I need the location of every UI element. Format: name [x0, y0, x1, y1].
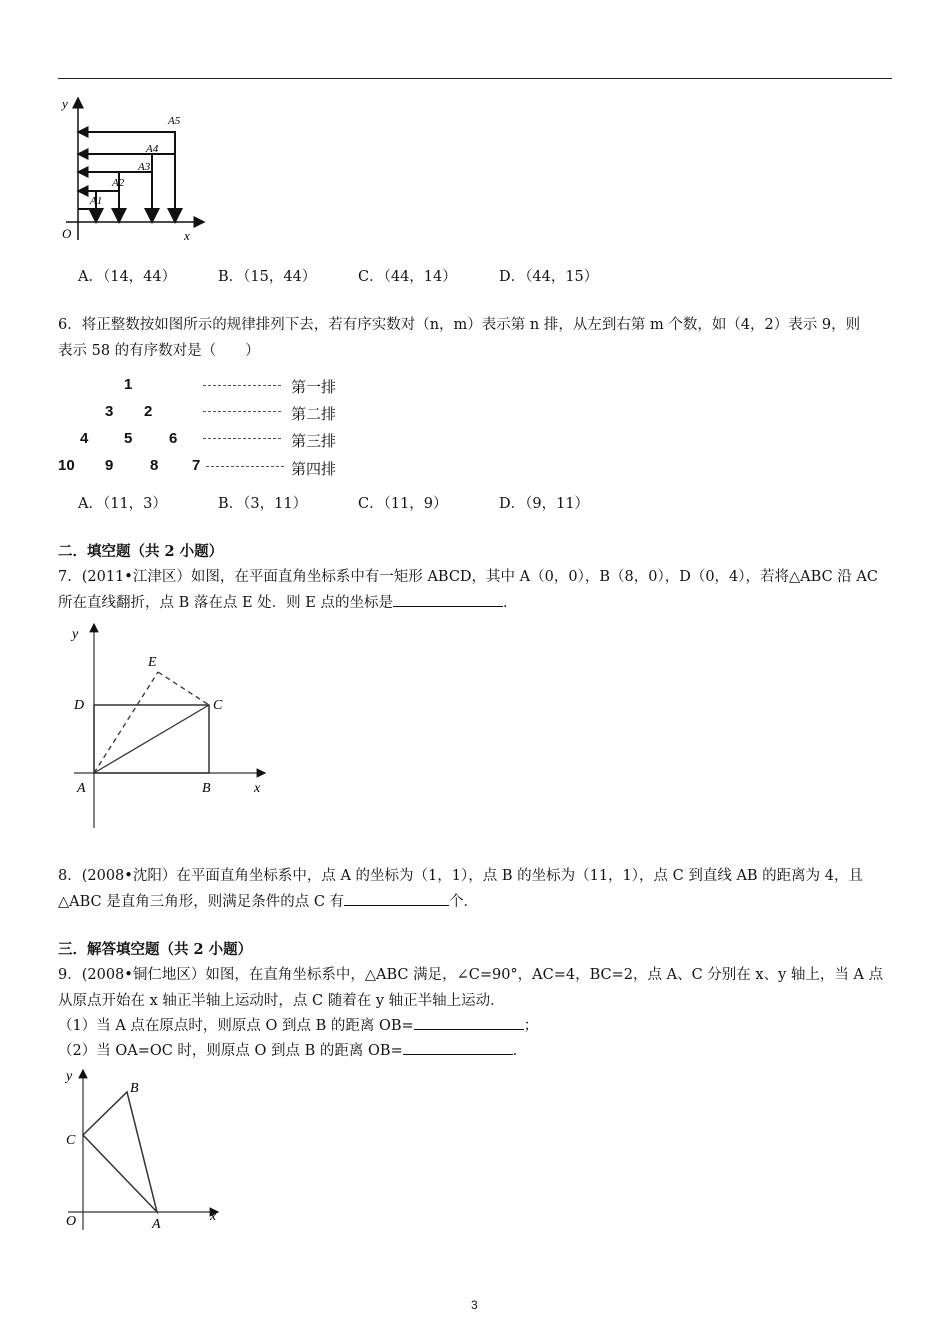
q6-number: 9 [105, 457, 114, 474]
page-number: 3 [471, 1298, 478, 1312]
q6-number: 4 [80, 430, 89, 447]
section-heading-answer: 三．解答填空题（共 2 小题） [58, 941, 253, 958]
q7-point-c: C [213, 698, 223, 713]
q6-dash-line [203, 411, 281, 412]
q8-question-line1: 8．(2008•沈阳）在平面直角坐标系中，点 A 的坐标为（1，1），点 B 的坐标为（11，1），点 C 到直线 AB 的距离为 4，且 [58, 868, 864, 884]
q7-text: 所在直线翻折，点 B 落在点 E 处．则 E 点的坐标是 [58, 595, 393, 611]
q5-point-a3: A3 [138, 161, 151, 173]
q5-origin-label: O [62, 226, 72, 241]
q6-question-line1: 6．将正整数按如图所示的规律排列下去，若有序实数对（n，m）表示第 n 排，从左到右第 m 个数，如（4，2）表示 9，则 [58, 317, 861, 333]
q9-point-b: B [130, 1081, 139, 1096]
q6-row-label: 第二排 [291, 406, 337, 423]
q7-rectangle-fold-figure [60, 618, 275, 833]
q9-part2-text-end: ． [512, 1043, 528, 1059]
q9-triangle-figure [60, 1062, 230, 1242]
q5-option-d[interactable]: D．（44，15） [499, 269, 599, 285]
q6-dash-line [206, 466, 284, 467]
q6-number: 10 [58, 457, 75, 474]
q5-x-label: x [184, 228, 190, 243]
q7-question-line1: 7．(2011•江津区）如图，在平面直角坐标系中有一矩形 ABCD，其中 A（0，0），B（8，0），D（0，4），若将△ABC 沿 AC [58, 569, 878, 585]
q7-text-end: ． [502, 595, 518, 611]
q6-row-label: 第四排 [291, 461, 337, 478]
section-heading-fill-in: 二．填空题（共 2 小题） [58, 543, 224, 560]
q7-y-label: y [72, 627, 79, 642]
q6-dash-line [203, 438, 281, 439]
q6-number: 7 [192, 457, 201, 474]
q9-origin-label: O [66, 1214, 77, 1229]
q5-option-b[interactable]: B．（15，44） [218, 269, 317, 285]
q9-y-label: y [66, 1069, 73, 1084]
q5-point-a2: A2 [112, 177, 125, 189]
q9-x-label: x [210, 1209, 217, 1224]
q7-point-d: D [74, 698, 85, 713]
q5-point-a5: A5 [168, 115, 181, 127]
q9-question-line1: 9．(2008•铜仁地区）如图，在直角坐标系中，△ABC 满足，∠C=90°，AC=4，BC=2，点 A、C 分别在 x、y 轴上，当 A 点 [58, 967, 884, 983]
q9-part2-text: （2）当 OA=OC 时，则原点 O 到点 B 的距离 OB= [58, 1043, 403, 1059]
q6-number: 5 [124, 430, 133, 447]
q5-point-a4: A4 [146, 143, 159, 155]
q7-point-a: A [77, 781, 86, 796]
q9-point-a: A [152, 1217, 161, 1232]
q5-option-c[interactable]: C．（44，14） [358, 269, 457, 285]
q6-option-b[interactable]: B．（3，11） [218, 496, 308, 512]
q9-part1 [58, 1013, 538, 1039]
q9-question-line2: 从原点开始在 x 轴正半轴上运动时，点 C 随着在 y 轴正半轴上运动． [58, 993, 505, 1009]
header-rule [58, 78, 892, 79]
q8-text: △ABC 是直角三角形，则满足条件的点 C 有 [58, 894, 345, 910]
q8-answer-blank[interactable] [344, 889, 449, 906]
q6-option-a[interactable]: A．（11，3） [78, 496, 167, 512]
q7-point-b: B [202, 781, 211, 796]
q7-question-line2 [58, 590, 517, 616]
q5-option-a[interactable]: A．（14，44） [78, 269, 177, 285]
q6-number: 1 [124, 376, 133, 393]
q9-part1-answer-blank[interactable] [414, 1013, 524, 1030]
q5-staircase-figure [56, 92, 216, 252]
q5-y-label: y [62, 96, 68, 111]
q6-question-line2: 表示 58 的有序数对是（ ） [58, 343, 260, 359]
q8-question-line2 [58, 889, 478, 915]
q7-answer-blank[interactable] [393, 590, 503, 607]
q6-row-label: 第一排 [291, 379, 337, 396]
q9-part2-answer-blank[interactable] [403, 1038, 513, 1055]
q6-number: 3 [105, 403, 114, 420]
q6-number: 6 [169, 430, 178, 447]
q7-point-e: E [148, 655, 157, 670]
q6-option-d[interactable]: D．（9，11） [499, 496, 590, 512]
q9-part1-text-end: ； [523, 1018, 539, 1034]
q9-point-c: C [66, 1133, 76, 1148]
q6-dash-line [203, 385, 281, 386]
q6-option-c[interactable]: C．（11，9） [358, 496, 448, 512]
q6-number: 8 [150, 457, 159, 474]
q9-part2 [58, 1038, 527, 1064]
q8-text-end: 个． [449, 894, 479, 910]
q7-x-label: x [254, 781, 261, 796]
q6-row-label: 第三排 [291, 433, 337, 450]
q9-part1-text: （1）当 A 点在原点时，则原点 O 到点 B 的距离 OB= [58, 1018, 414, 1034]
q6-number: 2 [144, 403, 153, 420]
q5-point-a1: A1 [90, 195, 103, 207]
